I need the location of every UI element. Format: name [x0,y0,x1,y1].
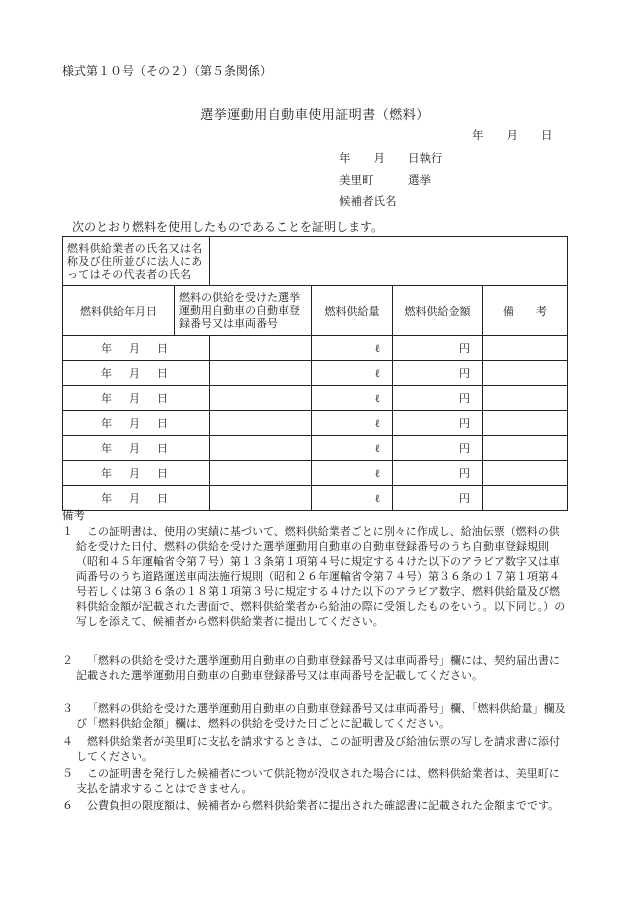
row-price-unit: 円 [393,461,483,486]
row-remarks-field[interactable] [483,386,568,411]
supplier-label: 燃料供給業者の氏名又は名称及び住所並びに法人にあってはその代表者の氏名 [63,237,210,286]
note-item [62,524,567,629]
row-vehicle-field[interactable] [210,336,312,361]
row-remarks-field[interactable] [483,361,568,386]
row-amount-unit: ℓ [312,486,393,511]
election-name-line: 美里町 選挙 [339,173,431,187]
table-row [63,486,568,511]
row-price-unit: 円 [393,486,483,511]
row-amount-unit: ℓ [312,361,393,386]
row-date: 年 月 日 [63,336,210,361]
col-supply-date: 燃料供給年月日 [63,286,175,336]
note-text: 「燃料の供給を受けた選挙運動用自動車の自動車登録番号又は車両番号」欄には、契約届出書に記載された選挙運動用自動車の自動車登録番号又は車両番号を記載してください。 [76,654,560,682]
certificate-date-line: 年 月 日 [472,128,553,142]
note-item [62,734,567,764]
table-row [63,361,568,386]
row-vehicle-field[interactable] [210,461,312,486]
row-price-unit: 円 [393,361,483,386]
row-remarks-field[interactable] [483,436,568,461]
note-text: この証明書は、使用の実績に基づいて、燃料供給業者ごとに別々に作成し、給油伝票（燃料の供給を受けた日付、燃料の供給を受けた選挙運動用自動車の自動車登録番号のうち自動車登録規則（昭和４５年運輸省令第７号）第１３条第１項第４号に規定する４けた以下のアラビア数字又は車両番号のうち道路運送車両法施行規則（昭和２６年運輸省令第７４号）第３６条の１７第１項第４号若しくは第３６条の１８第１項第３号に規定する４けた以下のアラビア数字、燃料供給量及び燃料供給金額が記載された書面で、燃料供給業者から給油の際に受領したものをいう。以下同じ。）の写しを添えて、候補者から燃料供給業者に提出してください。 [76,525,566,628]
table-header-row [63,286,568,336]
row-price-unit: 円 [393,386,483,411]
election-date-line: 年 月 日執行 [339,151,443,165]
note-number: ４ [62,735,73,748]
note-text: 公費負担の限度額は、候補者から燃料供給業者に提出された確認書に記載された金額までです。 [87,799,560,812]
col-fuel-amount: 燃料供給量 [312,286,393,336]
row-vehicle-field[interactable] [210,411,312,436]
note-number: ６ [62,799,73,812]
note-number: ３ [62,702,73,715]
note-number: １ [62,525,73,538]
form-number: 様式第１０号（その２）（第５条関係） [62,64,273,78]
supplier-row [63,237,568,286]
row-amount-unit: ℓ [312,436,393,461]
row-amount-unit: ℓ [312,336,393,361]
note-item [62,653,567,683]
fuel-usage-table [62,236,568,511]
document-title: 選挙運動用自動車使用証明書（燃料） [200,108,430,123]
note-item [62,701,567,731]
row-remarks-field[interactable] [483,411,568,436]
row-date: 年 月 日 [63,411,210,436]
note-item [62,766,567,796]
row-price-unit: 円 [393,411,483,436]
row-amount-unit: ℓ [312,461,393,486]
table-row [63,436,568,461]
row-amount-unit: ℓ [312,411,393,436]
col-vehicle-registration: 燃料の供給を受けた選挙運動用自動車の自動車登録番号又は車両番号 [175,286,312,336]
row-amount-unit: ℓ [312,386,393,411]
row-remarks-field[interactable] [483,336,568,361]
row-vehicle-field[interactable] [210,361,312,386]
row-vehicle-field[interactable] [210,386,312,411]
row-vehicle-field[interactable] [210,486,312,511]
row-date: 年 月 日 [63,386,210,411]
row-price-unit: 円 [393,336,483,361]
note-item [62,798,567,813]
col-fuel-price: 燃料供給金額 [393,286,483,336]
row-remarks-field[interactable] [483,461,568,486]
table-row [63,336,568,361]
row-date: 年 月 日 [63,486,210,511]
table-row [63,411,568,436]
table-row [63,386,568,411]
note-text: この証明書を発行した候補者について供託物が没収された場合には、燃料供給業者は、美里町に支払を請求することはできません。 [76,767,560,795]
note-text: 「燃料の供給を受けた選挙運動用自動車の自動車登録番号又は車両番号」欄、「燃料供給量」欄及び「燃料供給金額」欄は、燃料の供給を受けた日ごとに記載してください。 [76,702,566,730]
note-number: ２ [62,654,73,667]
row-vehicle-field[interactable] [210,436,312,461]
note-number: ５ [62,767,73,780]
row-price-unit: 円 [393,436,483,461]
notes-title: 備考 [62,508,85,522]
row-date: 年 月 日 [63,361,210,386]
certification-statement: 次のとおり燃料を使用したものであることを証明します。 [72,220,384,234]
candidate-name-label: 候補者氏名 [339,194,397,208]
row-date: 年 月 日 [63,436,210,461]
col-remarks: 備 考 [483,286,568,336]
row-remarks-field[interactable] [483,486,568,511]
table-row [63,461,568,486]
note-text: 燃料供給業者が美里町に支払を請求するときは、この証明書及び給油伝票の写しを請求書に添付してください。 [76,735,560,763]
row-date: 年 月 日 [63,461,210,486]
supplier-name-field[interactable] [210,237,568,286]
